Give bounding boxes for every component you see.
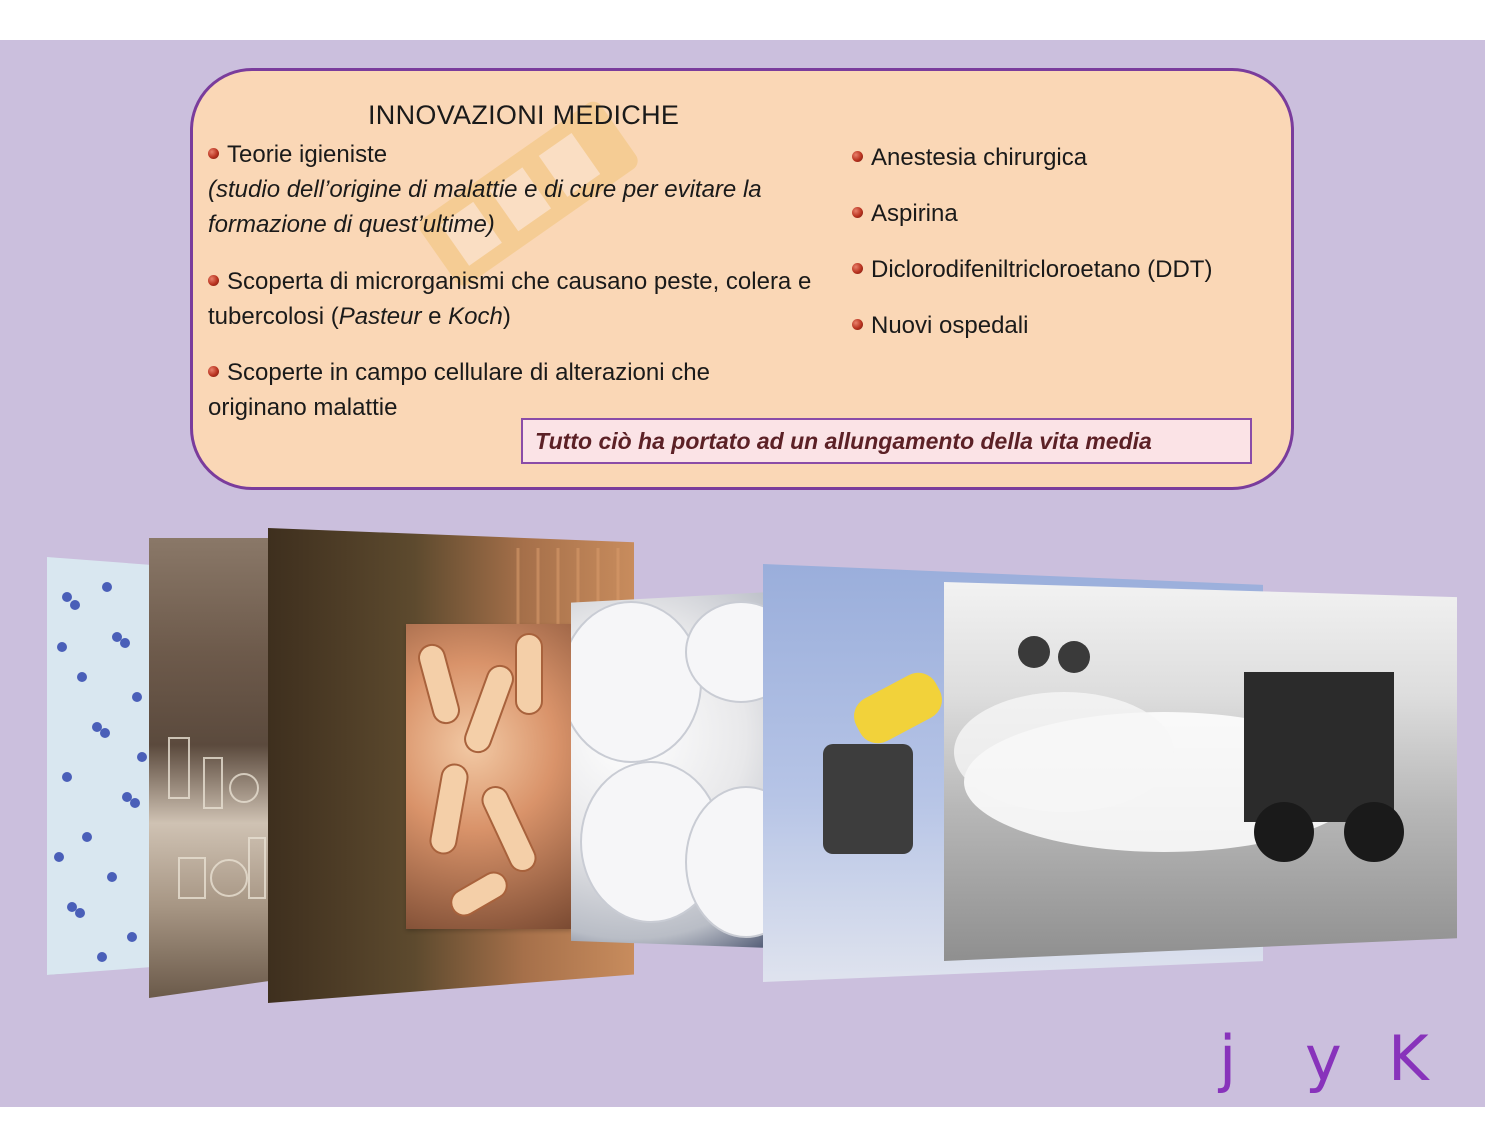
nav-back-icon[interactable]: j <box>1219 1022 1237 1095</box>
item-label: Anestesia chirurgica <box>871 144 1088 171</box>
laboratory-photo <box>149 538 279 998</box>
list-item-ddt <box>852 252 1212 287</box>
list-item-anesthesia <box>852 140 1087 175</box>
bullet-icon <box>852 151 863 162</box>
bullet-icon <box>852 319 863 330</box>
ddt-fogging-truck-photo <box>944 582 1457 961</box>
item-label: Scoperte in campo cellulare di alterazioni che originano malattie <box>208 359 710 421</box>
bacteria-microscope-photo <box>47 557 157 975</box>
bullet-icon <box>852 207 863 218</box>
conclusion-box: Tutto ciò ha portato ad un allungamento della vita media <box>521 418 1252 464</box>
bullet-icon <box>208 148 219 159</box>
item-label: Teorie igieniste <box>227 141 388 168</box>
list-item-cellular-discoveries <box>208 355 808 425</box>
bullet-icon <box>208 275 219 286</box>
item-label: Nuovi ospedali <box>871 312 1029 339</box>
item-label-end: ) <box>502 303 511 330</box>
aspirin-tablets-photo <box>571 592 771 948</box>
item-label: Scoperta di microrganismi che causano peste, colera e tubercolosi ( <box>208 268 812 330</box>
list-item-igienic-theories <box>208 137 848 242</box>
list-item-hospitals <box>852 308 1028 343</box>
scientist-name-koch: Koch <box>448 303 503 330</box>
list-item-microorganisms <box>208 264 828 334</box>
item-label: Diclorodifeniltricloroetano (DDT) <box>871 256 1213 283</box>
nav-forward-icon[interactable]: K <box>1388 1022 1429 1095</box>
bacilli-photo <box>406 624 572 929</box>
scientist-name-pasteur: Pasteur <box>338 303 422 330</box>
nav-home-icon[interactable]: y <box>1305 1022 1342 1095</box>
bullet-icon <box>852 263 863 274</box>
connector-text: e <box>421 303 449 330</box>
page-title: INNOVAZIONI MEDICHE <box>368 100 680 130</box>
item-label: Aspirina <box>871 200 958 227</box>
bullet-icon <box>208 366 219 377</box>
list-item-aspirin <box>852 196 958 231</box>
item-detail: (studio dell’origine di malattie e di cure per evitare la formazione di quest’ultime) <box>208 176 762 238</box>
